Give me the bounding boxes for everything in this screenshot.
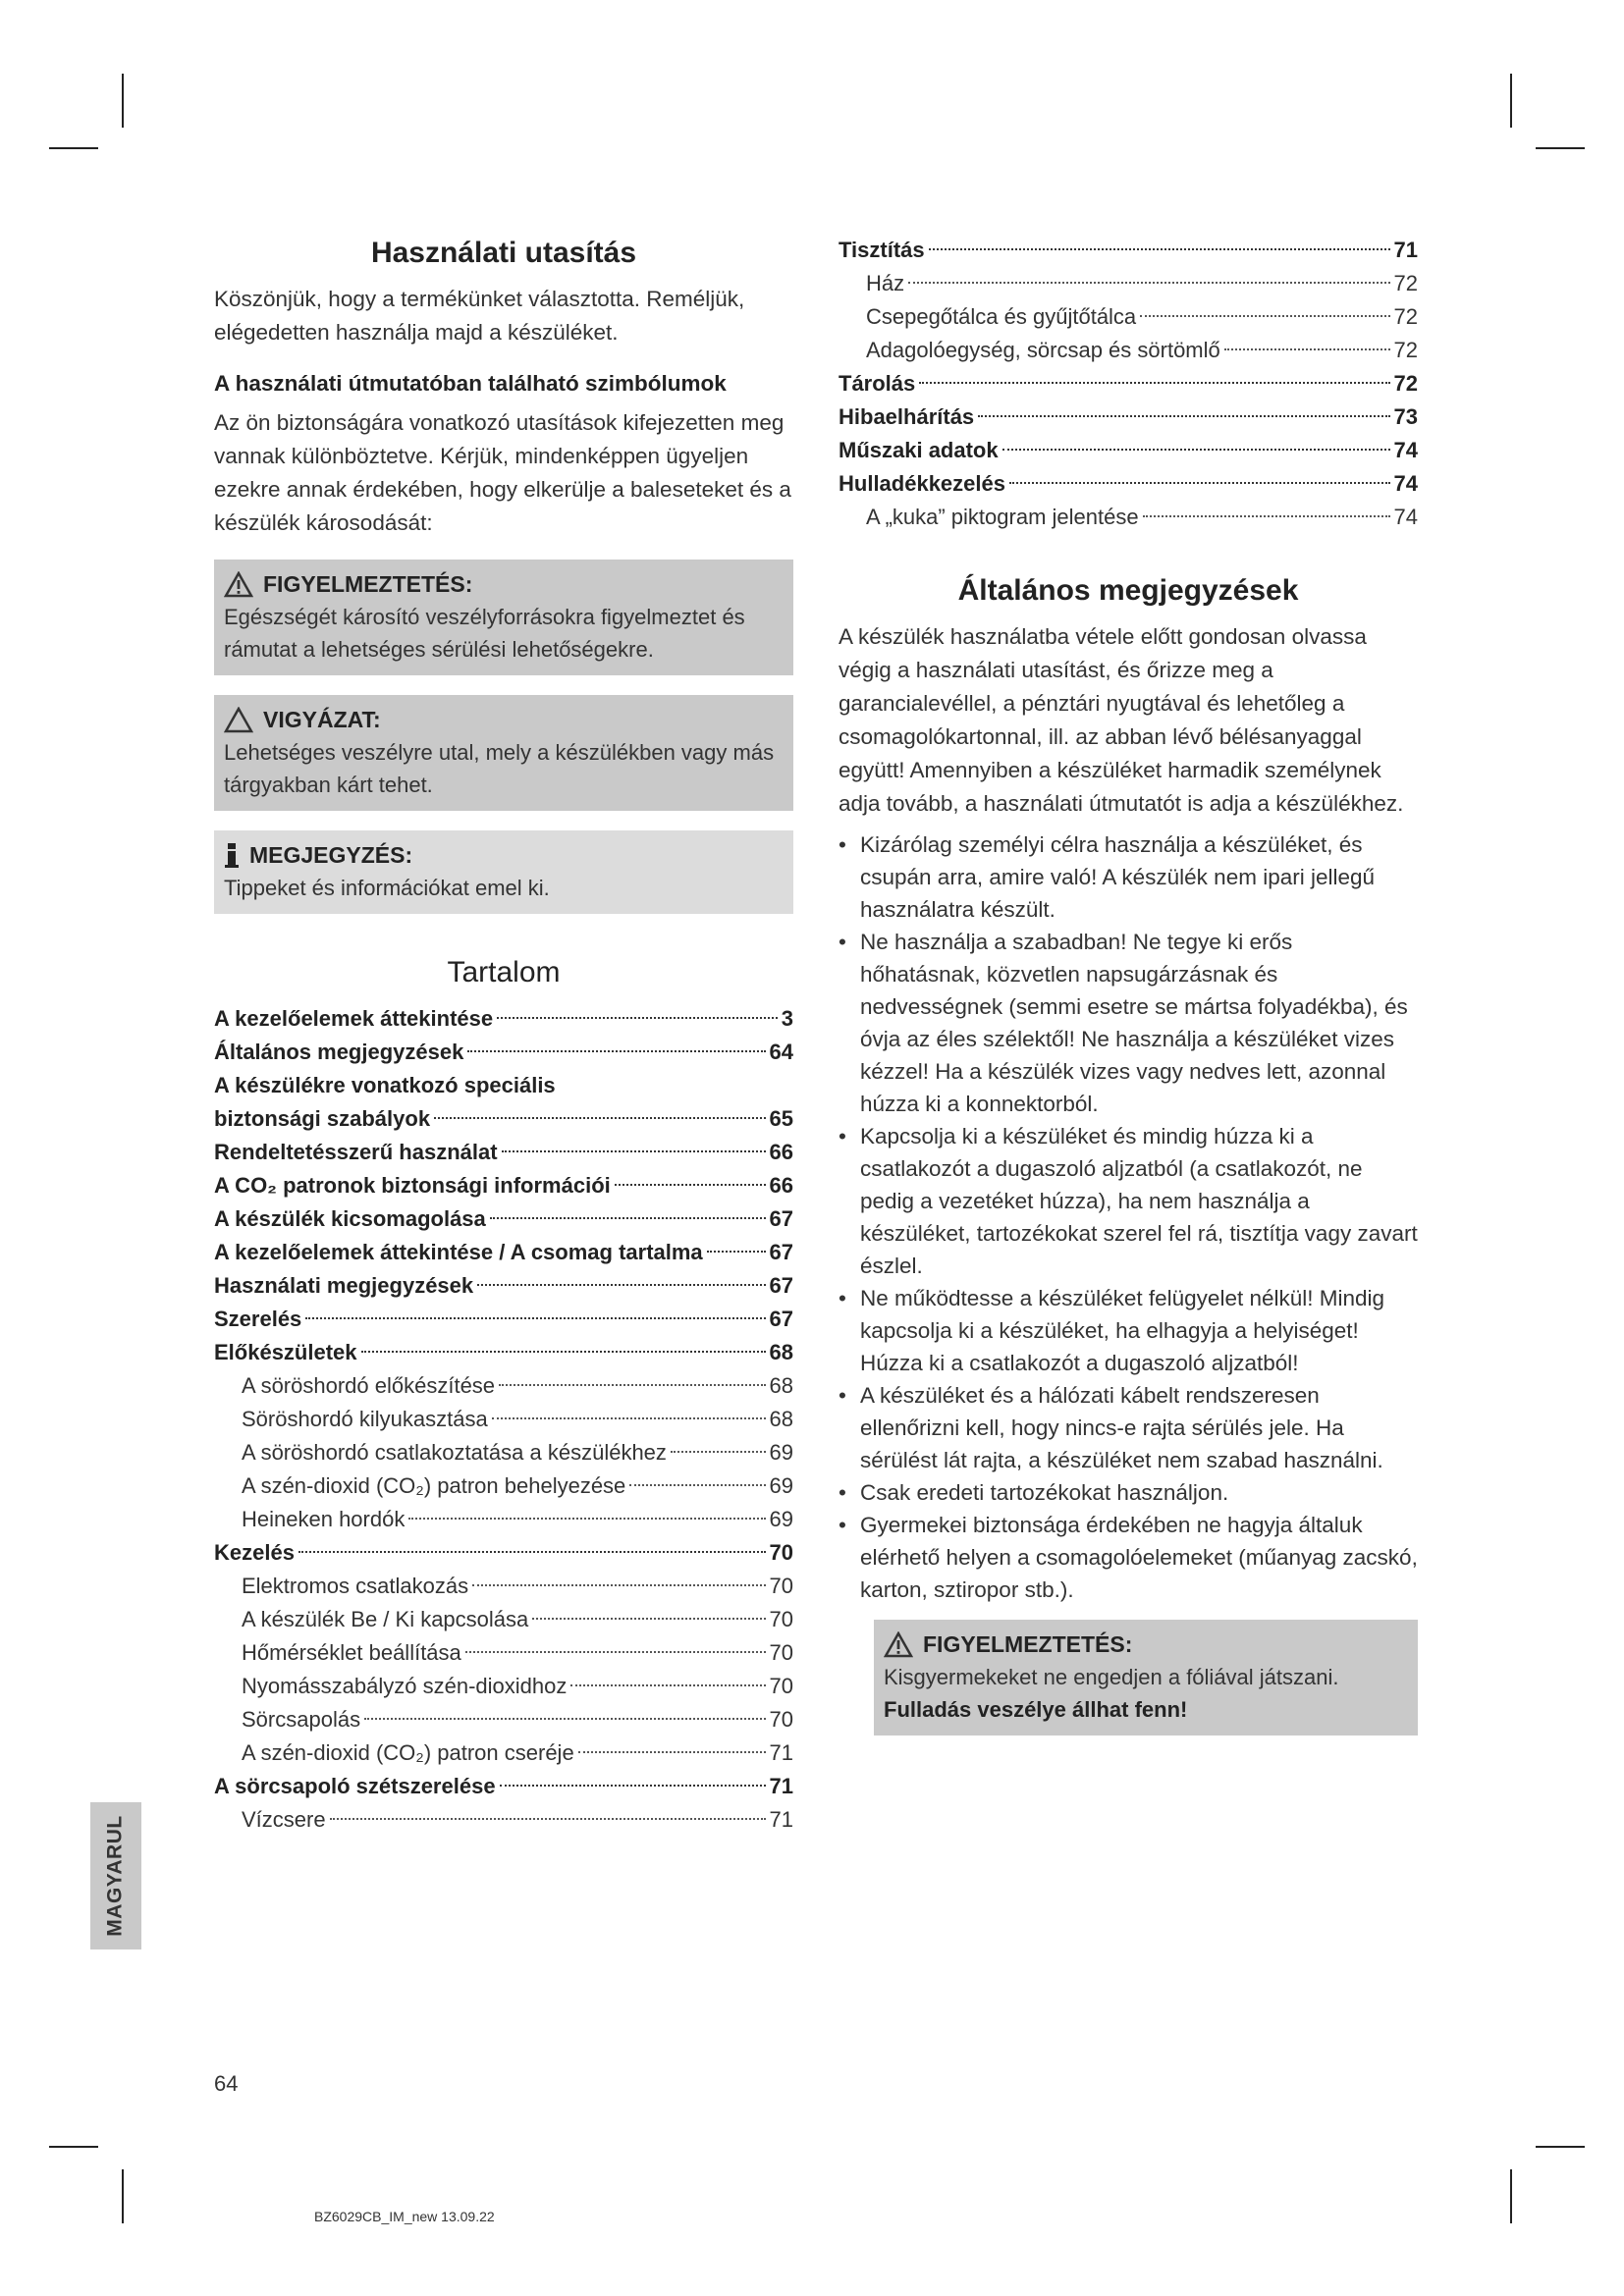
foil-warning-text-strong: Fulladás veszélye állhat fenn! xyxy=(884,1697,1188,1722)
toc-entry-page: 67 xyxy=(769,1307,793,1331)
toc-entry-page: 71 xyxy=(1393,238,1418,262)
toc-entry-label: Szerelés xyxy=(214,1307,302,1331)
toc-entry xyxy=(214,1703,793,1736)
toc-entry-page: 71 xyxy=(769,1774,793,1798)
symbols-heading: A használati útmutatóban található szimbólumok xyxy=(214,371,727,396)
toc-entry-label: Elektromos csatlakozás xyxy=(242,1574,469,1598)
warning-label: FIGYELMEZTETÉS: xyxy=(263,571,473,597)
toc-entry xyxy=(214,1069,793,1102)
toc-entry-page: 68 xyxy=(769,1407,793,1431)
toc-leader-dots xyxy=(434,1117,765,1119)
toc-leader-dots xyxy=(1224,348,1390,350)
bullet-item: • Ne használja a szabadban! Ne tegye ki erős hőhatásnak, közvetlen napsugárzásnak és nedvességnek (semmi esetre se mártsa folyadékba), és óvja az éles szélektől! Ne használja a készüléket vizes kézzel! Ha a készülék vizes vagy nedves lett, azonnal húzza ki a konnektorból. xyxy=(839,926,1418,1120)
toc-entry-label: A kezelőelemek áttekintése xyxy=(214,1006,494,1031)
toc-entry-label: Hulladékkezelés xyxy=(839,471,1005,496)
toc-entry-page: 71 xyxy=(769,1740,793,1765)
toc-entry-label: Hibaelhárítás xyxy=(839,404,975,429)
toc-entry xyxy=(214,1770,793,1803)
toc-entry-label: Kezelés xyxy=(214,1540,295,1565)
toc-entry xyxy=(214,1202,793,1236)
general-notes-intro: A készülék használatba vétele előtt gondosan olvassa végig a használati utasítást, és őrizze meg a garancialevéllel, a pénztári nyugtával és lehetőleg a csomagolókartonnal, ill. az abban lévő bélésanyaggal együtt! Amennyiben a készüléket harmadik személynek adja tovább, a használati útmutatót is adja a készülékhez. xyxy=(839,624,1404,816)
toc-entry-page: 72 xyxy=(1393,304,1418,329)
toc-entry-label: A készülék kicsomagolása xyxy=(214,1206,486,1231)
toc-entry-label: A készülék Be / Ki kapcsolása xyxy=(242,1607,529,1631)
toc-leader-dots xyxy=(929,248,1390,250)
foil-warning-text: Kisgyermekeket ne engedjen a fóliával játszani. xyxy=(884,1665,1339,1689)
toc-entry-label: Csepegőtálca és gyűjtőtálca xyxy=(866,304,1137,329)
bullet-item: • Kapcsolja ki a készüléket és mindig húzza ki a csatlakozót a dugaszoló aljzatból (a csatlakozót, ne pedig a vezetéket húzza), ha nem használja a készüléket, tartozékokat szerel fel rá, tisztítja vagy zavart észlel. xyxy=(839,1120,1418,1282)
toc-leader-dots xyxy=(707,1251,766,1253)
toc-entry-label: Előkészületek xyxy=(214,1340,357,1364)
toc-entry-label: A CO₂ patronok biztonsági információi xyxy=(214,1173,611,1198)
toc-entry xyxy=(214,1303,793,1336)
toc-leader-dots xyxy=(477,1284,765,1286)
toc-entry-page: 72 xyxy=(1393,271,1418,295)
caution-triangle-icon xyxy=(224,707,253,733)
toc-leader-dots xyxy=(492,1417,766,1419)
toc-entry-label: A készülékre vonatkozó speciális xyxy=(214,1073,556,1097)
foil-warning-box xyxy=(874,1620,1418,1735)
toc-entry-page: 74 xyxy=(1393,438,1418,462)
toc-leader-dots xyxy=(615,1184,766,1186)
toc-entry-page: 70 xyxy=(769,1640,793,1665)
info-icon xyxy=(224,842,240,869)
toc-entry xyxy=(214,1503,793,1536)
toc-leader-dots xyxy=(1140,315,1389,317)
toc-list-left xyxy=(214,1002,793,1837)
toc-entry-label: Vízcsere xyxy=(242,1807,326,1832)
toc-leader-dots xyxy=(908,282,1389,284)
intro-text: Köszönjük, hogy a termékünket választotta. Reméljük, elégedetten használja majd a készüléket. xyxy=(214,287,745,345)
foil-warning-label: FIGYELMEZTETÉS: xyxy=(923,1631,1133,1657)
warning-text: Egészségét károsító veszélyforrásokra figyelmeztet és rámutat a lehetséges sérülési lehetőségekre. xyxy=(224,605,745,662)
toc-entry-page: 70 xyxy=(769,1674,793,1698)
toc-entry-page: 70 xyxy=(769,1707,793,1732)
toc-entry xyxy=(839,434,1418,467)
toc-leader-dots xyxy=(465,1651,766,1653)
caution-box xyxy=(214,695,793,811)
bullet-item: • A készüléket és a hálózati kábelt rendszeresen ellenőrizni kell, hogy nincs-e rajta sérülés jele. Ha sérülést lát rajta, a készüléket nem szabad használni. xyxy=(839,1379,1418,1476)
toc-entry xyxy=(214,1403,793,1436)
toc-leader-dots xyxy=(578,1751,766,1753)
toc-entry-label: A sörcsapoló szétszerelése xyxy=(214,1774,496,1798)
toc-entry-label: biztonsági szabályok xyxy=(214,1106,431,1131)
toc-entry-page: 66 xyxy=(769,1173,793,1198)
toc-entry-label: Hőmérséklet beállítása xyxy=(242,1640,461,1665)
warning-box xyxy=(214,560,793,675)
toc-entry xyxy=(214,1236,793,1269)
toc-leader-dots xyxy=(499,1384,765,1386)
bullet-item: • Csak eredeti tartozékokat használjon. xyxy=(839,1476,1418,1509)
toc-entry xyxy=(839,467,1418,501)
note-box xyxy=(214,830,793,914)
toc-entry-label: Adagolóegység, sörcsap és sörtömlő xyxy=(866,338,1220,362)
toc-title: Tartalom xyxy=(447,956,561,988)
bullet-item: • Gyermekei biztonsága érdekében ne hagyja általuk elérhető helyen a csomagolóelemeket (műanyag zacskó, karton, sztiropor stb.). xyxy=(839,1509,1418,1606)
toc-leader-dots xyxy=(629,1484,765,1486)
bullet-item: • Kizárólag személyi célra használja a készüléket, és csupán arra, amire való! A készülék nem ipari jellegű használatra készült. xyxy=(839,828,1418,926)
page-title: Használati utasítás xyxy=(370,237,637,269)
toc-leader-dots xyxy=(364,1718,765,1720)
toc-leader-dots xyxy=(671,1451,766,1453)
toc-entry xyxy=(214,1636,793,1670)
general-notes-title: Általános megjegyzések xyxy=(957,574,1299,607)
toc-entry-page: 67 xyxy=(769,1273,793,1298)
toc-leader-dots xyxy=(472,1584,765,1586)
toc-entry-label: Tisztítás xyxy=(839,238,925,262)
toc-entry-label: A szén-dioxid (CO₂) patron cseréje xyxy=(242,1740,574,1765)
toc-leader-dots xyxy=(532,1618,765,1620)
toc-leader-dots xyxy=(497,1017,778,1019)
toc-entry-page: 69 xyxy=(769,1473,793,1498)
toc-entry-page: 64 xyxy=(769,1040,793,1064)
toc-entry xyxy=(839,300,1418,334)
toc-entry xyxy=(214,1102,793,1136)
toc-entry xyxy=(214,1169,793,1202)
toc-entry-page: 71 xyxy=(769,1807,793,1832)
toc-entry-page: 69 xyxy=(769,1507,793,1531)
toc-entry-label: Nyomásszabályzó szén-dioxidhoz xyxy=(242,1674,568,1698)
crop-mark-bottom-right-v xyxy=(1510,2169,1512,2223)
toc-entry xyxy=(214,1336,793,1369)
toc-entry-label: Ház xyxy=(866,271,905,295)
toc-entry xyxy=(214,1469,793,1503)
toc-entry xyxy=(214,1036,793,1069)
toc-leader-dots xyxy=(502,1150,766,1152)
toc-entry-page: 66 xyxy=(769,1140,793,1164)
toc-entry-label: A söröshordó előkészítése xyxy=(242,1373,496,1398)
toc-entry-page: 70 xyxy=(769,1540,793,1565)
toc-entry xyxy=(839,367,1418,400)
toc-leader-dots xyxy=(1143,515,1390,517)
toc-entry-label: Rendeltetésszerű használat xyxy=(214,1140,498,1164)
caution-label: VIGYÁZAT: xyxy=(263,707,381,732)
toc-leader-dots xyxy=(361,1351,766,1353)
toc-entry-page: 68 xyxy=(769,1373,793,1398)
toc-leader-dots xyxy=(919,382,1389,384)
toc-entry xyxy=(214,1269,793,1303)
toc-entry-page: 67 xyxy=(769,1240,793,1264)
toc-entry-label: Heineken hordók xyxy=(242,1507,406,1531)
toc-leader-dots xyxy=(978,415,1389,417)
toc-entry-page: 70 xyxy=(769,1574,793,1598)
toc-entry xyxy=(839,334,1418,367)
toc-list-right xyxy=(839,234,1418,534)
toc-leader-dots xyxy=(305,1317,765,1319)
crop-mark-top-left-h xyxy=(49,147,98,149)
crop-mark-bottom-left-h xyxy=(49,2146,98,2148)
toc-entry-label: Műszaki adatok xyxy=(839,438,999,462)
toc-leader-dots xyxy=(298,1551,766,1553)
right-column xyxy=(839,234,1418,1735)
toc-entry-label: Söröshordó kilyukasztása xyxy=(242,1407,488,1431)
toc-entry xyxy=(214,1570,793,1603)
note-label: MEGJEGYZÉS: xyxy=(249,842,413,868)
crop-mark-bottom-left-v xyxy=(122,2169,124,2223)
toc-leader-dots xyxy=(500,1785,766,1787)
crop-mark-top-right-h xyxy=(1536,147,1585,149)
toc-entry-label: Használati megjegyzések xyxy=(214,1273,474,1298)
toc-entry-page: 68 xyxy=(769,1340,793,1364)
page-number: 64 xyxy=(214,2071,239,2096)
toc-leader-dots xyxy=(330,1818,766,1820)
toc-entry-page: 65 xyxy=(769,1106,793,1131)
caution-text: Lehetséges veszélyre utal, mely a készülékben vagy más tárgyakban kárt tehet. xyxy=(224,740,775,797)
bullet-item: • Ne működtesse a készüléket felügyelet nélkül! Mindig kapcsolja ki a készüléket, ha elhagyja a helyiséget! Húzza ki a csatlakozót a dugaszoló aljzatból! xyxy=(839,1282,1418,1379)
toc-leader-dots xyxy=(490,1217,766,1219)
symbols-text: Az ön biztonságára vonatkozó utasítások kifejezetten meg vannak különböztetve. Kérjük, mindenképpen ügyeljen ezekre annak érdekében, hogy elkerülje a baleseteket és a készülék károsodását: xyxy=(214,410,791,535)
toc-leader-dots xyxy=(408,1518,765,1520)
left-column xyxy=(214,234,793,1837)
toc-entry-page: 72 xyxy=(1393,371,1418,396)
toc-entry xyxy=(214,1002,793,1036)
toc-entry-page: 67 xyxy=(769,1206,793,1231)
toc-entry xyxy=(214,1369,793,1403)
toc-entry-label: Általános megjegyzések xyxy=(214,1040,464,1064)
toc-entry xyxy=(839,400,1418,434)
toc-entry-page: 70 xyxy=(769,1607,793,1631)
toc-entry-label: A söröshordó csatlakoztatása a készülékhez xyxy=(242,1440,667,1465)
safety-bullets xyxy=(839,828,1418,1606)
toc-entry-label: Sörcsapolás xyxy=(242,1707,361,1732)
toc-entry xyxy=(214,1436,793,1469)
toc-entry-label: A kezelőelemek áttekintése / A csomag tartalma xyxy=(214,1240,703,1264)
crop-mark-top-left-v xyxy=(122,74,124,128)
toc-entry-page: 3 xyxy=(781,1006,793,1031)
toc-entry-label: A szén-dioxid (CO₂) patron behelyezése xyxy=(242,1473,626,1498)
crop-mark-top-right-v xyxy=(1510,74,1512,128)
warning-triangle-icon xyxy=(224,571,253,598)
toc-entry xyxy=(214,1803,793,1837)
warning-triangle-icon xyxy=(884,1631,913,1658)
toc-entry xyxy=(214,1536,793,1570)
crop-mark-bottom-right-h xyxy=(1536,2146,1585,2148)
toc-entry-page: 74 xyxy=(1393,505,1418,529)
toc-leader-dots xyxy=(570,1684,765,1686)
toc-entry xyxy=(839,501,1418,534)
toc-entry xyxy=(214,1603,793,1636)
footer-code: BZ6029CB_IM_new 13.09.22 xyxy=(314,2209,495,2224)
toc-leader-dots xyxy=(467,1050,765,1052)
toc-entry xyxy=(214,1670,793,1703)
toc-entry xyxy=(214,1136,793,1169)
toc-entry-page: 74 xyxy=(1393,471,1418,496)
toc-entry xyxy=(214,1736,793,1770)
toc-entry-page: 73 xyxy=(1393,404,1418,429)
note-text: Tippeket és információkat emel ki. xyxy=(224,876,550,900)
toc-entry xyxy=(839,267,1418,300)
language-tab-label: MAGYARUL xyxy=(104,1815,127,1937)
toc-entry xyxy=(839,234,1418,267)
toc-entry-page: 72 xyxy=(1393,338,1418,362)
toc-leader-dots xyxy=(1002,449,1390,451)
toc-entry-label: Tárolás xyxy=(839,371,916,396)
language-tab xyxy=(90,1802,141,1949)
toc-entry-label: A „kuka” piktogram jelentése xyxy=(866,505,1139,529)
toc-leader-dots xyxy=(1009,482,1390,484)
toc-entry-page: 69 xyxy=(769,1440,793,1465)
